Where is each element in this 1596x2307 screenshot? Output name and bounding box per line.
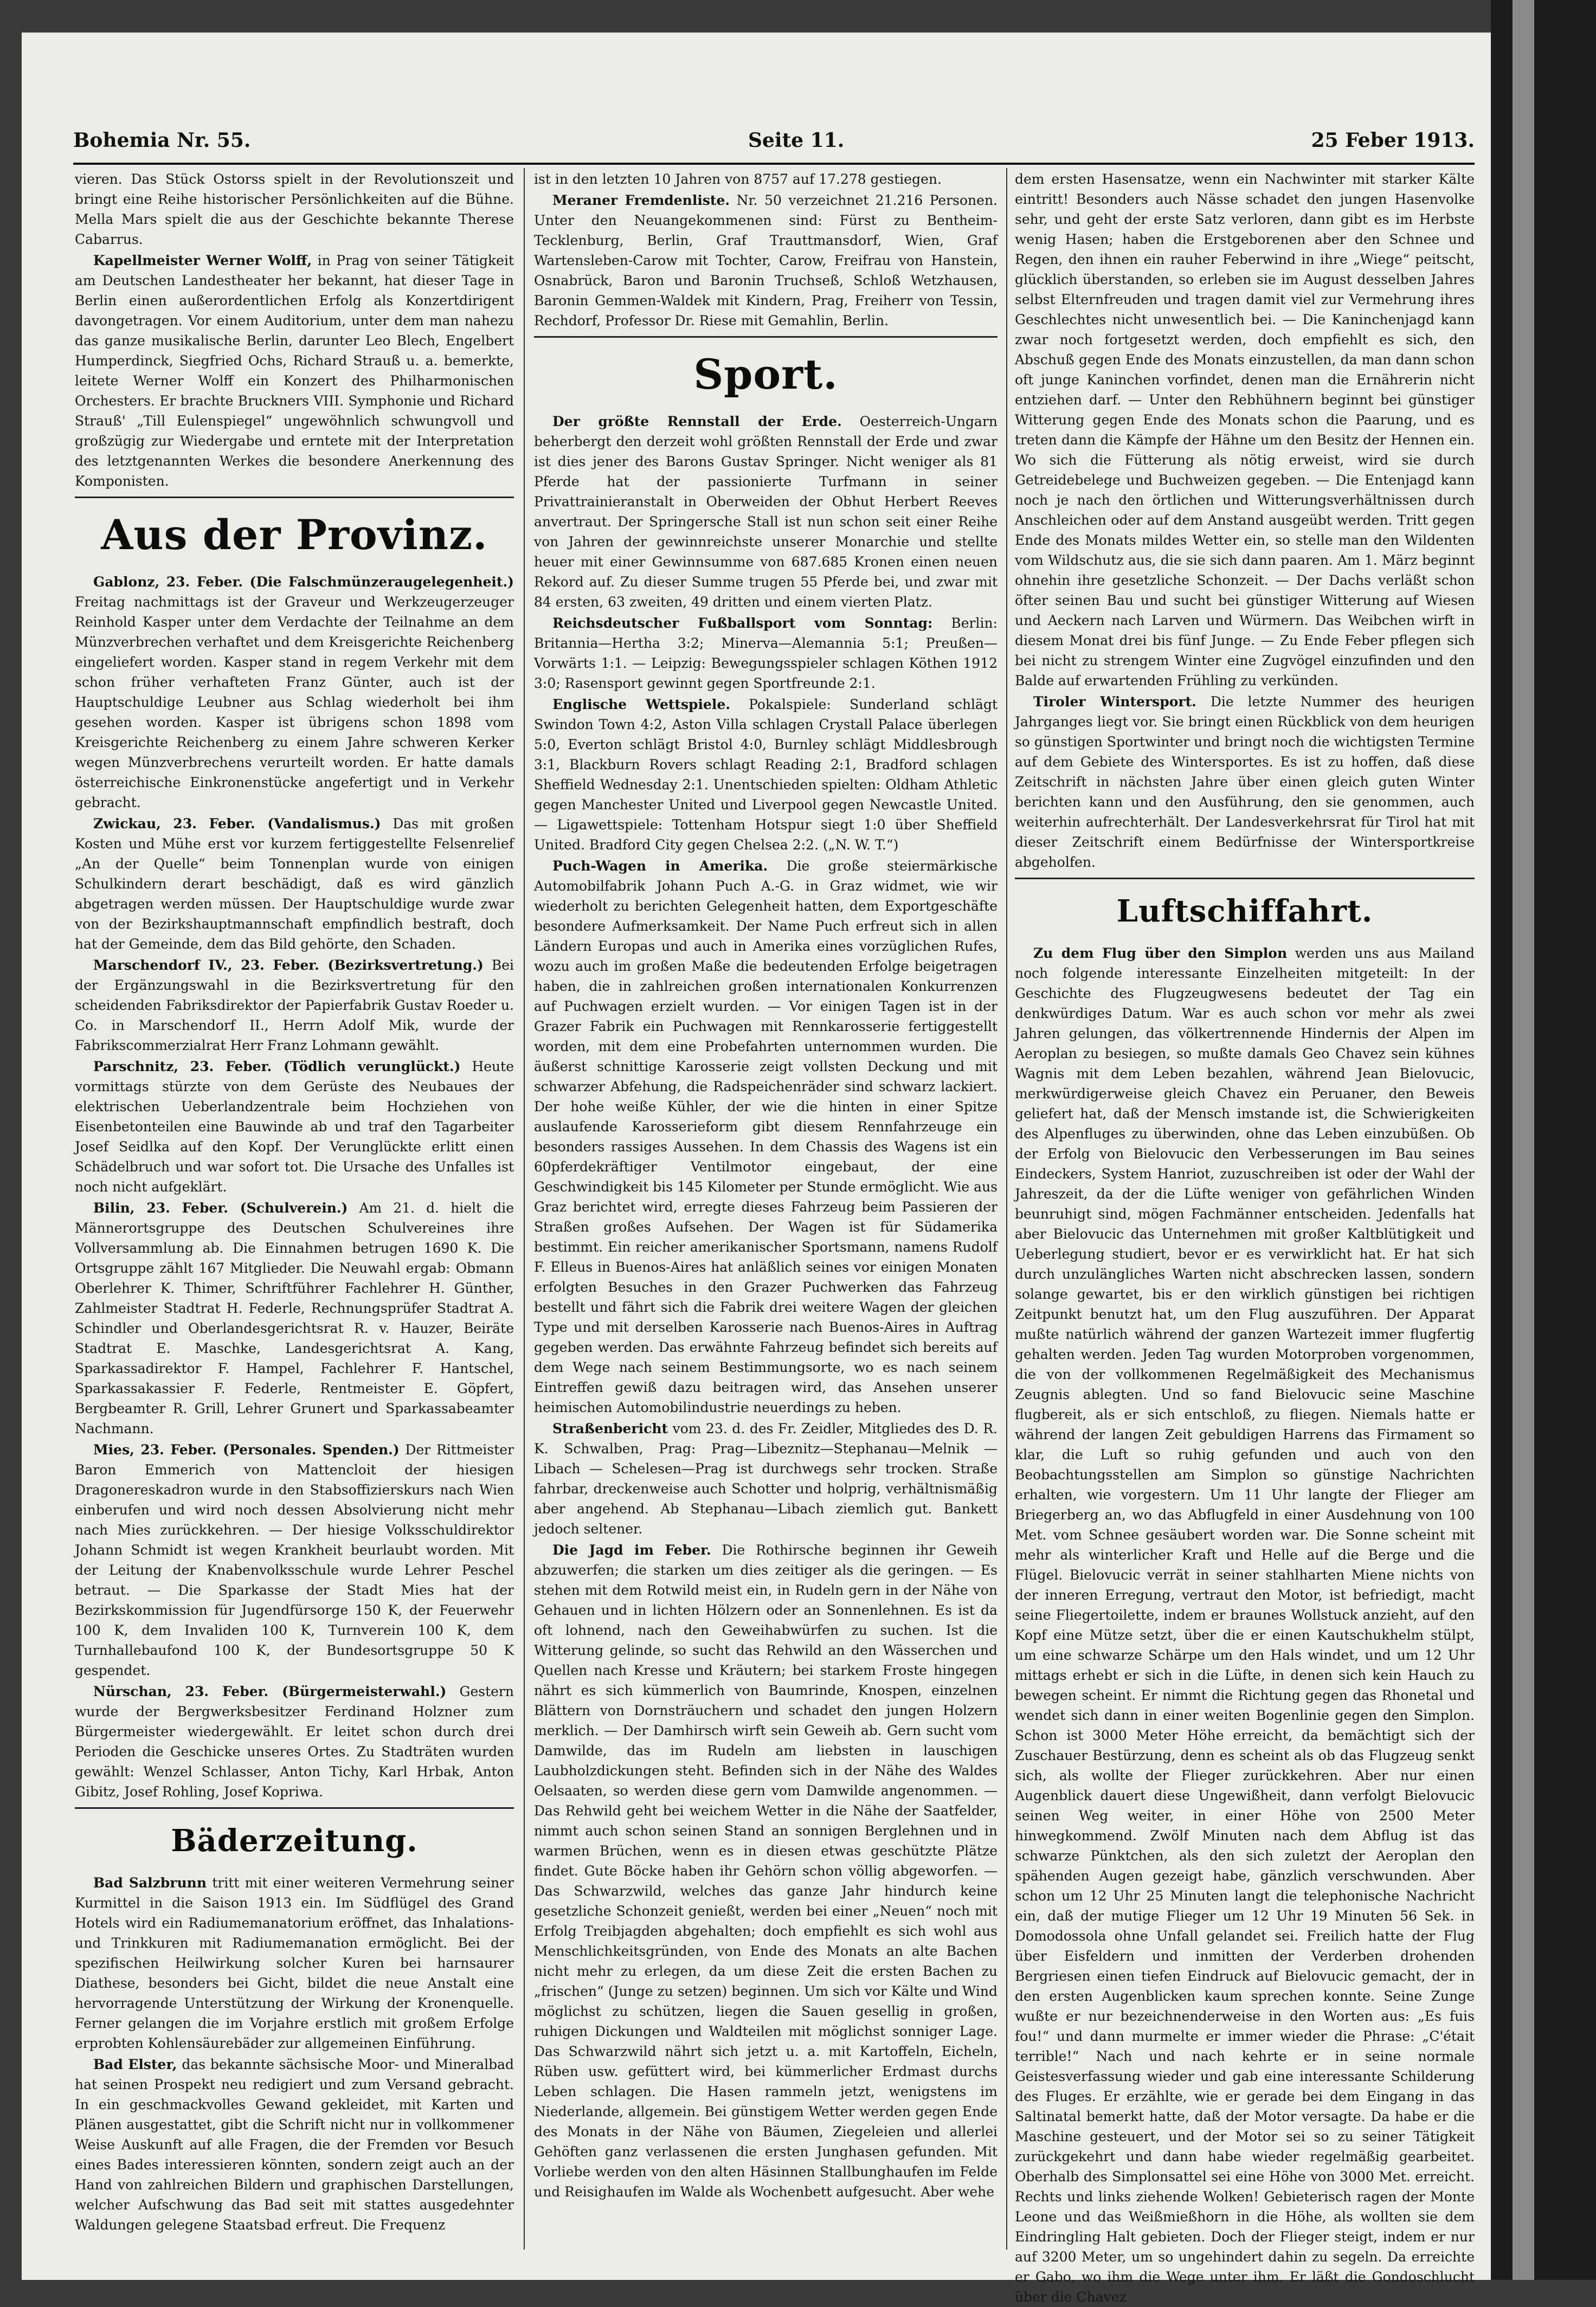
- article-body: Der Rittmeister Baron Emmerich von Mattencloit der hiesigen Dragonereskadron wurde in den Stabsoffizierskurs nach Wien einberufen und wird noch dessen Absolvierung nicht mehr nach Mies zurückkehren. — Der hiesige Volksschuldirektor Johann Schmidt ist wegen Krankheit beurlaubt worden. Mit der Leitung der Knabenvolksschule wurde Lehrer Peschel betraut. — Die Sparkasse der Stadt Mies hat der Bezirkskommission für Jugendfürsorge 150 K, der Feuerwehr 100 K, dem Invaliden 100 K, Turnverein 100 K, dem Turnhallebaufond 100 K, der Bundesortsgruppe 50 K gespendet.: [75, 1442, 514, 1678]
- article-body: Bei der Ergänzungswahl in die Bezirksvertretung für den scheidenden Fabriksdirektor der Papierfabrik Gustav Roeder u. Co. in Marschendorf II., Herrn Adolf Mik, wurde der Fabrikscommerzialrat Herr Franz Lohmann gewählt.: [75, 957, 514, 1053]
- article-body: Die Rothirsche beginnen ihr Geweih abzuwerfen; die starken um dies zeitiger als die geringen. — Es stehen mit dem Rotwild meist ein, in Rudeln gern in der Nähe von Gehauen und in lichten Hölzern oder an Sonnenlehnen. Es ist da oft lohnend, nach den Geweihabwürfen zu suchen. Ist die Witterung gelinde, so sucht das Rehwild an den Wässerchen und Quellen nach Kresse und Kräutern; bei starkem Froste hingegen nährt es sich kümmerlich von Baumrinde, Knospen, einzelnen Blättern von Dornsträuchern und schadet den jungen Holzern merklich. — Der Damhirsch wirft sein Geweih ab. Gern sucht vom Damwilde, das im Rudeln am liebsten in lauschigen Laubholzdickungen steht. Befinden sich in der Nähe des Waldes Oelsaaten, so werden diese gern vom Damwilde angenommen. — Das Rehwild geht bei weichem Wetter in die Nähe der Saatfelder, nimmt auch schon seinen Stand an sonnigen Berglehnen und in warmen Brüchen, wenn es in diesen etwas geschützte Plätze findet. Gute Böcke haben ihr Gehörn schon völlig abgeworfen. — Das Schwarzwild, welches das ganze Jahr hindurch keine gesetzliche Schonzeit genießt, werden bei einer „Neuen“ noch mit Erfolg Treibjagden abgehalten; doch empfiehlt es sich wohl aus Menschlichkeitsgründen, von Ende des Monats an alte Bachen nicht mehr zu erlegen, da um diese Zeit die ersten Bachen zu „frischen“ (Junge zu setzen) beginnen. Um sich vor Kälte und Wind möglichst zu schützen, liegen die Sauen gesellig in großen, ruhigen Dickungen und Waldteilen mit möglichst sonniger Lage. Das Schwarzwild nährt sich jetzt u. a. mit Kartoffeln, Eicheln, Rüben usw. gefüttert wird, bei kümmerlicher Erdmast durchs Leben schlagen. Die Hasen rammeln jetzt, wenigstens im Niederlande, allgemein. Bei günstigem Wetter werden gegen Ende des Monats in der Nähe von Bäumen, Ziegeleien und allerlei Gehöften ganz verlassenen die ersten Junghasen gefunden. Mit Vorliebe werden von den alten Häsinnen Stallbunghaufen im Felde und Reisighaufen im Walde als Wochenbett aufgesucht. Aber wehe: [534, 1542, 998, 2200]
- article-body: Pokalspiele: Sunderland schlägt Swindon Town 4:2, Aston Villa schlagen Crystall Palace überlegen 5:0, Everton schlägt Bristol 4:0, Burnley schlägt Middlesbrough 3:1, Blackburn Rovers schlagt Reading 2:1, Bradford schlagen Sheffield Wednesday 2:1. Unentschieden spielten: Oldham Athletic gegen Manchester United und Liverpool gegen Newcastle United. — Ligawettspiele: Tottenham Hotspur siegt 1:0 über Sheffield United. Bradford City gegen Chelsea 2:2.: [534, 697, 998, 853]
- section-rule: [75, 497, 514, 498]
- article-lead: Zwickau, 23. Feber. (Vandalismus.): [93, 816, 381, 832]
- article-body: in Prag von seiner Tätigkeit am Deutschen Landestheater her bekannt, hat dieser Tage in Berlin einen außerordentlichen Erfolg als Konzertdirigent davongetragen. Vor einem Auditorium, unter dem man nahezu das ganze musikalische Berlin, darunter Leo Blech, Engelbert Humperdinck, Siegfried Ochs, Richard Strauß u. a. bemerkte, leitete Werner Wolff ein Konzert des Philharmonischen Orchesters. Er brachte Bruckners VIII. Symphonie und Richard Strauß' „Till Eulenspiegel“ ungewöhnlich schwungvoll und großzügig zur Wiedergabe und erntete mit der Interpretation des letztgenannten Werkes die besondere Anerkennung des Komponisten.: [75, 253, 514, 489]
- article-rennstall: [534, 411, 998, 612]
- column-divider-1: [524, 168, 525, 2250]
- article-lead: Bad Salzbrunn: [93, 1875, 207, 1891]
- column-divider-2: [1006, 168, 1007, 2250]
- column-2: [534, 169, 998, 2245]
- article-nuerschan: [75, 1681, 514, 1802]
- article-continuation: vieren. Das Stück Ostorss spielt in der Revolutionszeit und bringt eine Reihe historischer Persönlichkeiten auf die Bühne. Mella Mars spielt die aus der Geschichte bekannte Therese Cabarrus.: [75, 171, 514, 247]
- article-lead: Kapellmeister Werner Wolff,: [93, 253, 312, 268]
- article-lead: Meraner Fremdenliste.: [552, 192, 730, 208]
- header-date: 25 Feber 1913.: [1311, 129, 1475, 152]
- article-lead: Zu dem Flug über den Simplon: [1033, 945, 1288, 961]
- article-body: Gestern wurde der Bergwerksbesitzer Ferdinand Holzner zum Bürgermeister wiedergewählt. Er leitet schon durch drei Perioden die Geschicke unseres Ortes. Zu Stadträten wurden gewählt: Wenzel Schlasser, Anton Tichy, Karl Hrbak, Anton Gibitz, Josef Rohling, Josef Kopriwa.: [75, 1684, 514, 1800]
- article-lead: Nürschan, 23. Feber. (Bürgermeisterwahl.): [93, 1684, 447, 1699]
- article-simplon-flug: [1015, 943, 1475, 2307]
- article-lead: Tiroler Wintersport.: [1033, 694, 1196, 710]
- article-lead: Straßenbericht: [552, 1421, 668, 1436]
- article-body: Die große steiermärkische Automobilfabrik Johann Puch A.-G. in Graz widmet, wie wir wiederholt zu berichten Gelegenheit hatten, dem Exportgeschäfte besondere Aufmerksamkeit. Der Name Puch erfreut sich in allen Ländern Europas und auch in Amerika eines vorzüglichen Rufes, wozu auch im großen Maße die bedeutenden Erfolge beigetragen haben, die in zahlreichen großen internationalen Konkurrenzen auf Puchwagen erzielt wurden. — Vor einigen Tagen ist in der Grazer Fabrik ein Puchwagen mit Rennkarosserie fertiggestellt worden, mit dem eine Probefahrten unternommen wurden. Die äußerst schnittige Karosserie zeigt vollsten Deckung und mit schwarzer Abfehung, die Radspeichenräder sind schwarz lackiert. Der hohe weiße Kühler, der wie die hinten in einer Spitze auslaufende Karosserieform gibt diesem Rennfahrzeuge ein besonders rassiges Aussehen. In dem Chassis des Wagens ist ein 60pferdekräftiger Ventilmotor eingebaut, der eine Geschwindigkeit bis 145 Kilometer per Stunde ermöglicht. Wie aus Graz berichtet wird, erregte dieses Fahrzeug beim Passieren der Straßen großes Aufsehen. Der Wagen ist für Südamerika bestimmt. Ein reicher amerikanischer Sportsmann, namens Rudolf F. Elleus in Buenos-Aires hat anläßlich seines vor einigen Monaten erfolgten Besuches in den Grazer Puchwerken das Fahrzeug bestellt und fährt sich die Fabrik drei weitere Wagen der gleichen Type und mit derselben Karosserie nach Buenos-Aires in Auftrag gegeben werden. Das erwähnte Fahrzeug befindet sich bereits auf dem Wege nach seinem Bestimmungsorte, wo es nach seinem Eintreffen gewiß dazu beitragen wird, das Ansehen unserer heimischen Automobilindustrie neuerdings zu heben.: [534, 858, 998, 1415]
- article-lead: Marschendorf IV., 23. Feber. (Bezirksvertretung.): [93, 957, 484, 973]
- article-lead: Englische Wettspiele.: [552, 697, 731, 712]
- article-parschnitz: [75, 1056, 514, 1197]
- section-heading-provinz: Aus der Provinz.: [101, 511, 488, 559]
- article-body: Am 21. d. hielt die Männerortsgruppe des Deutschen Schulvereines ihre Vollversammlung ab. Die Einnahmen betrugen 1690 K. Die Ortsgruppe zählt 167 Mitglieder. Die Neuwahl ergab: Obmann Oberlehrer K. Thimer, Schriftführer Fachlehrer H. Günther, Zahlmeister Stadtrat H. Federle, Rechnungsprüfer Stadtrat A. Schindler und Oberlandesgerichtsrat R. v. Hauzer, Beiräte Stadtrat E. Maschke, Landesgerichtsrat A. Kang, Sparkassadirektor F. Hampel, Fachlehrer F. Hantschel, Sparkassakassier F. Federle, Rentmeister E. Göpfert, Bergbeamter R. Grill, Lehrer Grunert und Sparkassabeamter Nachmann.: [75, 1200, 514, 1436]
- article-fussball: [534, 613, 998, 693]
- article-lead: Puch-Wagen in Amerika.: [552, 858, 768, 874]
- article-body: Heute vormittags stürzte von dem Gerüste des Neubaues der elektrischen Ueberlandzentrale beim Hochziehen von Eisenbetonteilen eine Bauwinde ab und traf den Tagarbeiter Josef Seidlka auf den Kopf. Der Verunglückte erlitt einen Schädelbruch und war sofort tot. Die Ursache des Unfalles ist noch nicht aufgeklärt.: [75, 1059, 514, 1195]
- article-zwickau: [75, 814, 514, 954]
- article-puch: [534, 856, 998, 1417]
- section-heading-sport: Sport.: [693, 350, 838, 398]
- article-mies: [75, 1440, 514, 1680]
- article-body: Freitag nachmittags ist der Graveur und Werkzeugerzeuger Reinhold Kasper unter dem Verdachte der Teilnahme an dem Münzverbrechen verhaftet und dem Kreisgerichte Reichenberg eingeliefert worden. Kasper stand in regem Verkehr mit dem schon früher verhafteten Franz Günter, auch ist der Hauptschuldige Leubner aus Schlag wiederholt bei ihm gesehen worden. Kasper ist übrigens schon 1898 vom Kreisgerichte Reichenberg zu einem Jahre schweren Kerker wegen Münzverbrechens verurteilt worden. Er hatte damals österreichische Einkronenstücke angefertigt und in Verkehr gebracht.: [75, 594, 514, 810]
- article-lead: Die Jagd im Feber.: [552, 1542, 711, 1558]
- article-elster: [75, 2054, 514, 2235]
- header-page-number: Seite 11.: [748, 129, 845, 152]
- article-englische-wettspiele: [534, 694, 998, 855]
- section-rule: [534, 336, 998, 338]
- page-header: [73, 125, 1475, 157]
- article-body: werden uns aus Mailand noch folgende interessante Einzelheiten mitgeteilt: In der Geschichte des Flugzeugwesens bedeutet der Tag ein denkwürdiges Datum. War es auch schon vor mehr als zwei Jahren gelungen, das völkertrennende Hindernis der Alpen im Aeroplan zu besiegen, so mußte damals Geo Chavez sein kühnes Wagnis mit dem Leben bezahlen, während Jean Bielovucic, merkwürdigerweise gleich Chavez ein Peruaner, den Beweis geliefert hat, daß der Mensch imstande ist, die Schwierigkeiten des Alpenfluges zu überwinden, ohne das Leben einzubüßen. Ob der Erfolg von Bielovucic den Verbesserungen im Bau seines Eindeckers, System Hanriot, zuzuschreiben ist oder der Wahl der Jahreszeit, da der die Lüfte weniger von gefährlichen Winden beunruhigt sind, mögen Fachmänner entscheiden. Jedenfalls hat aber Bielovucic das Unternehmen mit großer Kaltblütigkeit und Ueberlegung studiert, bevor er es verwirklicht hat. Er hat sich durch unzulängliches Warten nicht abschrecken lassen, sondern solange gewartet, bis er den wirklich günstigen bei richtigen Zeitpunkt benutzt hat, um den Flug auszuführen. Der Apparat mußte natürlich während der ganzen Wartezeit immer flugfertig gehalten werden. Jeden Tag wurden Motorproben vorgenommen, die von der vollkommenen Regelmäßigkeit des Mechanismus Zeugnis ablegten. Und so fand Bielovucic seine Maschine flugbereit, als er sich entschloß, zu fliegen. Niemals hatte er während der langen Zeit gebuldigen Harrens das Firmament so klar, die Luft so ruhig gefunden und auch von den Beobachtungsstellen am Simplon so günstige Nachrichten erhalten, wie vorgestern. Um 11 Uhr langte der Flieger am Briegerberg an, wo das Abflugfeld in einer Ausdehnung von 100 Met. vom Schnee gesäubert worden war. Die Sonne scheint mit mehr als winterlicher Kraft und Helle auf die Berge und die Flügel. Bielovucic verrät in seiner stahlharten Miene nichts von der inneren Erregung, vertraut den Motor, ist befriedigt, macht seine Fliegertoilette, indem er braunes Wollstuck anzieht, auf den Kopf eine Mütze setzt, über die er einen Kautschukhelm stülpt, um eine schwarze Schärpe um den Hals windet, und um 12 Uhr mittags erhebt er sich in die Lüfte, in denen sich kein Hauch zu bewegen scheint. Er nimmt die Richtung gegen das Rhonetal und wendet sich dann in einer weiten Bogenlinie gegen den Simplon. Schon ist 3000 Meter Höhe erreicht, da bemächtigt sich der Zuschauer Bestürzung, denn es scheint als ob das Flugzeug senkt sich, als wollte der Flieger zurückkehren. Aber nur einen Augenblick dauert diese Ungewißheit, dann verfolgt Bielovucic seinen Weg weiter, in einer Höhe von 2500 Meter hinwegkommend. Zwölf Minuten nach dem Abflug ist das schwarze Pünktchen, als den sich zuletzt der Aeroplan den spähenden Augen gezeigt habe, gänzlich verschwunden. Aber schon um 12 Uhr 25 Minuten langt die telephonische Nachricht ein, daß der mutige Flieger um 12 Uhr 19 Minuten 56 Sek. in Domodossola ohne Unfall gelandet sei. Freilich hatte der Flug über Eisfeldern und inmitten der Verderben drohenden Bergriesen einen tiefen Eindruck auf Bielovucic gemacht, der in den ersten Augenblicken kaum sprechen konnte. Seine Zunge wußte er nur bezeichnenderweise in den Worten aus: „Es fuis fou!“ und dann murmelte er immer wieder die Phrase: „C'était terrible!“ Nach und nach kehrte er in seine normale Geistesverfassung wieder und gab eine interessante Schilderung des Fluges. Er erzählte, wie er gerade bei dem Eingang in das Saltinatal bemerkt hatte, daß der Motor versagte. Da habe er die Maschine gesteuert, und der Motor sei so zu seiner Tätigkeit zurückgekehrt und dann habe wieder regelmäßig gearbeitet. Oberhalb des Simplonsattel sei eine Höhe von 3000 Met. erreicht. Rechts und links ziehende Wolken! Gebieterisch ragen der Monte Leone und das Weißmießhorn in die Höhe, als wollten sie dem Eindringling Halt gebieten. Doch der Flieger steigt, indem er nur auf 3200 Meter, um so ungehindert dahin zu segeln. Da erreichte er Gabo, wo ihm die Wege unter ihm. Er läßt die Gondoschlucht über die Chavez: [1015, 945, 1475, 2305]
- article-wolff: [75, 250, 514, 491]
- header-rule: [73, 163, 1475, 165]
- article-continuation: ist in den letzten 10 Jahren von 8757 auf 17.278 gestiegen.: [534, 171, 942, 187]
- article-lead: Der größte Rennstall der Erde.: [552, 414, 842, 429]
- article-lead: Bad Elster,: [93, 2057, 177, 2072]
- article-body: Die letzte Nummer des heurigen Jahrganges liegt vor. Sie bringt einen Rückblick von dem heurigen so günstigen Sportwinter und bringt noch die wichtigsten Termine auf dem Gebiete des Wintersportes. Es ist zu hoffen, daß diese Zeitschrift in nächsten Jahre über einen gleich guten Winter berichten kann und den Ausführung, den sie genommen, auch weiterhin aufrechterhält. Der Landesverkehrsrat für Tirol hat mit dieser Zeitschrift einem Bedürfnisse der Wintersportkreise abgeholfen.: [1015, 694, 1475, 870]
- article-source: („N. W. T.“): [822, 837, 899, 853]
- section-heading-luftschiffahrt: Luftschiffahrt.: [1116, 893, 1373, 929]
- scan-border: [1491, 0, 1596, 2280]
- article-marschendorf: [75, 955, 514, 1055]
- section-rule: [75, 1807, 514, 1809]
- article-bilin: [75, 1198, 514, 1439]
- column-3: [1015, 169, 1475, 2305]
- article-meran: [534, 190, 998, 331]
- article-lead: Reichsdeutscher Fußballsport vom Sonntag:: [552, 615, 933, 631]
- article-lead: Parschnitz, 23. Feber. (Tödlich verunglückt.): [93, 1059, 461, 1074]
- column-1: [75, 169, 514, 2245]
- article-lead: Bilin, 23. Feber. (Schulverein.): [93, 1200, 348, 1216]
- article-gablonz: [75, 572, 514, 813]
- article-lead: Mies, 23. Feber. (Personales. Spenden.): [93, 1442, 400, 1458]
- article-continuation: dem ersten Hasensatze, wenn ein Nachwinter mit starker Kälte eintritt! Besonders auch Nässe schadet den jungen Hasenvolke sehr, und geht der erste Satz verloren, dann gibt es im Herbste wenig Hasen; haben die Erstgeborenen aber den Schnee und Regen, den ihnen ein rauher Feberwind in ihre „Wiege“ peitscht, glücklich überstanden, so erleben sie im August desselben Jahres selbst Elternfreuden und tragen damit viel zur Vermehrung ihres Geschlechtes nicht unwesentlich bei. — Die Kaninchenjagd kann zwar noch fortgesetzt werden, doch empfiehlt es sich, den Abschuß gegen Ende des Monats einzustellen, da man dann schon oft junge Kaninchen vorfindet, denen man die Ernährerin nicht entziehen darf. — Unter den Rebhühnern beginnt bei günstiger Witterung gegen Ende des Monats schon die Paarung, und es treten dann die Kämpfe der Hähne um den Besitz der Hennen ein. Wo sich die Fütterung als nötig erweist, wird sie durch Getreidebelege und Buchweizen gegeben. — Die Entenjagd kann noch je nach den örtlichen und Witterungsverhältnissen durch Anschleichen oder auf dem Anstand ausgeübt werden. Tritt gegen Ende des Monats mildes Wetter ein, so stelle man den Wildenten vom Wildschutz aus, die sie sich dann paaren. Am 1. März beginnt ohnehin ihre gesetzliche Schonzeit. — Der Dachs verläßt schon öfter seinen Bau und sucht bei günstiger Witterung auf Wiesen und Aeckern nach Larven und Würmern. Das Weibchen wirft in diesem Monat drei bis fünf Junge. — Zu Ende Feber pflegen sich bei nicht zu strengem Winter eine Zugvögel einzufinden und den Balde auf erwartenden Frühling zu verkünden.: [1015, 171, 1475, 688]
- section-rule: [1015, 878, 1475, 879]
- article-body: das bekannte sächsische Moor- und Mineralbad hat seinen Prospekt neu redigiert und zum Versand gebracht. In ein geschmackvolles Gewand gekleidet, mit Karten und Plänen ausgestattet, gibt die Schrift nicht nur in vollkommener Weise Auskunft auf alle Fragen, die der Fremden vor Besuch eines Bades interessieren könnten, sondern zeigt auch an der Hand von zahlreichen Bildern und graphischen Darstellungen, welcher Aufschwung das Bad seit mit stattes ausgedehnter Waldungen gelegene Staatsbad erfreut. Die Frequenz: [75, 2057, 514, 2233]
- article-body: Das mit großen Kosten und Mühe erst vor kurzem fertiggestellte Felsenrelief „An der Quelle“ beim Tonnenplan wurde von einigen Schulkindern derart beschädigt, daß es wird gänzlich abgetragen werden müssen. Der Hauptschuldige wurde zwar von der Bezirkshauptmannschaft empfindlich bestraft, doch hat der Gemeinde, dem das Bild gehörte, den Schaden.: [75, 816, 514, 952]
- article-body: Oesterreich-Ungarn beherbergt den derzeit wohl größten Rennstall der Erde und zwar ist dies jener des Barons Gustav Springer. Nicht weniger als 81 Pferde hat der passionierte Turfmann in seiner Privattrainieranstalt in Oberweiden der Obhut Herbert Reeves anvertraut. Der Springersche Stall ist nun schon seit einer Reihe von Jahren der gewinnreichste unserer Monarchie und stellte heuer mit einer Gewinnsumme von 687.685 Kronen einen neuen Rekord auf. Zu dieser Summe trugen 55 Pferde bei, und zwar mit 84 ersten, 63 zweiten, 49 dritten und einem vierten Platz.: [534, 414, 998, 610]
- header-masthead: Bohemia Nr. 55.: [73, 129, 251, 152]
- article-body: Berlin: Britannia—Hertha 3:2; Minerva—Alemannia 5:1; Preußen—Vorwärts 1:1. — Leipzig: Bewegungsspieler schlagen Köthen 1912 3:0; Rasensport gewinnt gegen Sportfreunde 2:1.: [534, 615, 998, 691]
- article-strassenbericht: [534, 1419, 998, 1539]
- article-tiroler-wintersport: [1015, 692, 1475, 872]
- article-body: vom 23. d. des Fr. Zeidler, Mitgliedes des D. R. K. Schwalben, Prag: Prag—Libeznitz—Stephanau—Melnik — Libach — Schelesen—Prag ist durchwegs sehr trocken. Straße fahrbar, dreckenweise auch Schotter und holprig, verhältnismäßig aber angehend. Ab Stephanau—Libach ziemlich gut. Bankett jedoch seltener.: [534, 1421, 998, 1537]
- scan-edge-strip: [1513, 0, 1534, 2280]
- article-body: tritt mit einer weiteren Vermehrung seiner Kurmittel in die Saison 1913 ein. Im Südflügel des Grand Hotels wird ein Radiumemanatorium eröffnet, das Inhalations- und Trinkkuren mit Radiumemanation ermöglicht. Bei der spezifischen Heilwirkung solcher Kuren bei harnsaurer Diathese, besonders bei Gicht, bildet die neue Anstalt eine hervorragende Unterstützung der Wirkung der Kronenquelle. Ferner gelangen die im Vorjahre erstlich mit großem Erfolge erprobten Kohlensäurebäder zur allgemeinen Einführung.: [75, 1875, 514, 2051]
- section-heading-baederzeitung: Bäderzeitung.: [171, 1823, 418, 1859]
- article-jagd: [534, 1540, 998, 2202]
- article-body: Nr. 50 verzeichnet 21.216 Personen. Unter den Neuangekommenen sind: Fürst zu Bentheim-Tecklenburg, Berlin, Graf Trauttmansdorf, Wien, Graf Wartensleben-Carow mit Tochter, Carow, Freifrau von Hanstein, Osnabrück, Baron und Baronin Truchseß, Schloß Wetzhausen, Baronin Gemmen-Waldek mit Kindern, Prag, Freiherr von Tessin, Rechdorf, Professor Dr. Riese mit Gemahlin, Berlin.: [534, 192, 998, 328]
- article-lead: Gablonz, 23. Feber. (Die Falschmünzeraugelegenheit.): [93, 574, 514, 590]
- article-salzbrunn: [75, 1873, 514, 2053]
